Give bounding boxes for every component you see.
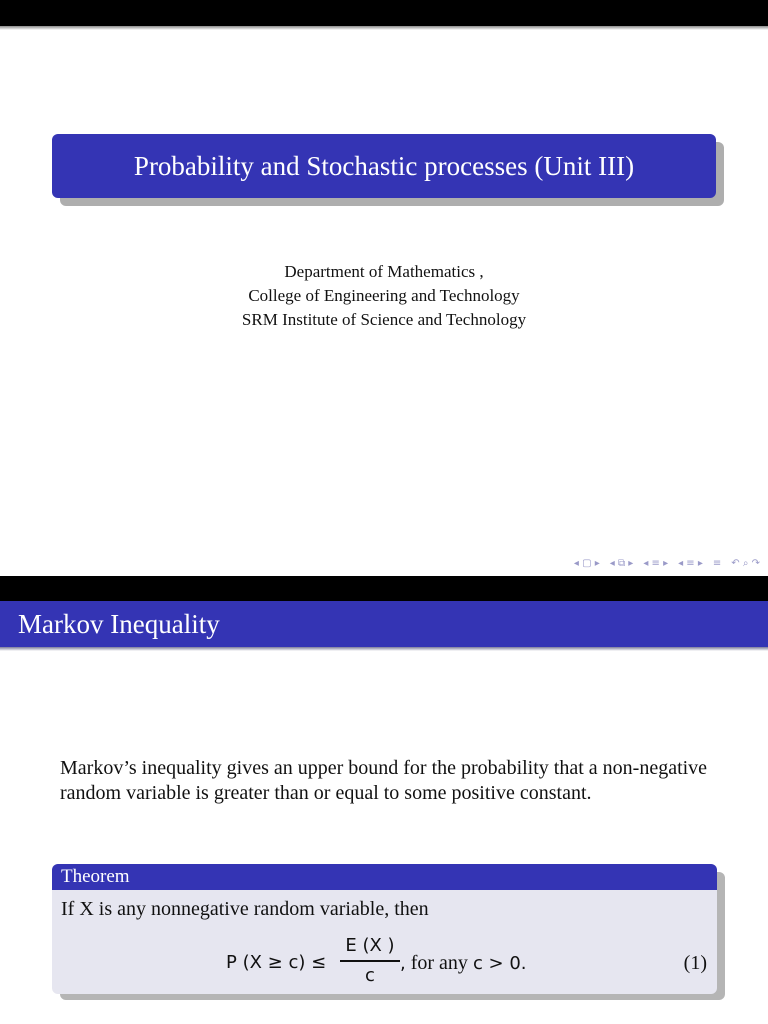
equation-number: (1) [683, 952, 707, 974]
theorem-block [52, 864, 717, 994]
equation-condition [400, 952, 527, 975]
fraction-denominator: c [365, 964, 375, 986]
markov-equation [52, 934, 717, 990]
nav-appendix-icon[interactable]: ≡ [712, 558, 722, 569]
frame-title-shadow [0, 647, 768, 651]
nav-search-back-forward-icon[interactable]: ↶ ⌕ ↷ [731, 558, 760, 569]
nav-subsection-icon[interactable]: ◂ ⧉ ▸ [609, 558, 634, 569]
nav-section-icon[interactable]: ◂ ≡ ▸ [643, 558, 669, 569]
equation-fraction [340, 934, 400, 988]
nav-frame-icon[interactable]: ◂ ▢ ▸ [573, 558, 600, 569]
affiliation-institute: SRM Institute of Science and Technology [241, 310, 527, 329]
frame-title-bar [0, 601, 768, 647]
intro-paragraph: Markov’s inequality gives an upper bound for the probability that a non-negative random variable is greater than or equal to some positive constant. [60, 757, 708, 804]
nav-presentation-icon[interactable]: ◂ ≡ ▸ [678, 558, 703, 569]
slide-top-bar [0, 576, 768, 601]
fraction-bar [340, 960, 400, 962]
theorem-body [52, 890, 717, 994]
fraction-numerator: E (X ) [345, 935, 395, 956]
condition-math: c > 0. [472, 953, 527, 974]
affiliation-college: College of Engineering and Technology [248, 286, 520, 305]
title-box [52, 134, 716, 198]
theorem-statement: If X is any nonnegative random variable, then [61, 898, 429, 920]
slide-top-bar [0, 0, 768, 26]
equation-comma: , [400, 953, 406, 974]
affiliation-block [0, 260, 768, 332]
frame-title: Markov Inequality [18, 608, 220, 639]
equation-lhs: P (X ≥ c) ≤ [226, 952, 327, 973]
theorem-header: Theorem [52, 864, 717, 890]
slide-top-bar-shadow [0, 26, 768, 30]
presentation-title: Probability and Stochastic processes (Unit III) [133, 150, 635, 181]
beamer-navigation-bar [574, 558, 760, 569]
markov-slide [0, 576, 768, 1024]
affiliation-department: Department of Mathematics , [284, 262, 484, 281]
condition-text: for any [405, 952, 473, 974]
